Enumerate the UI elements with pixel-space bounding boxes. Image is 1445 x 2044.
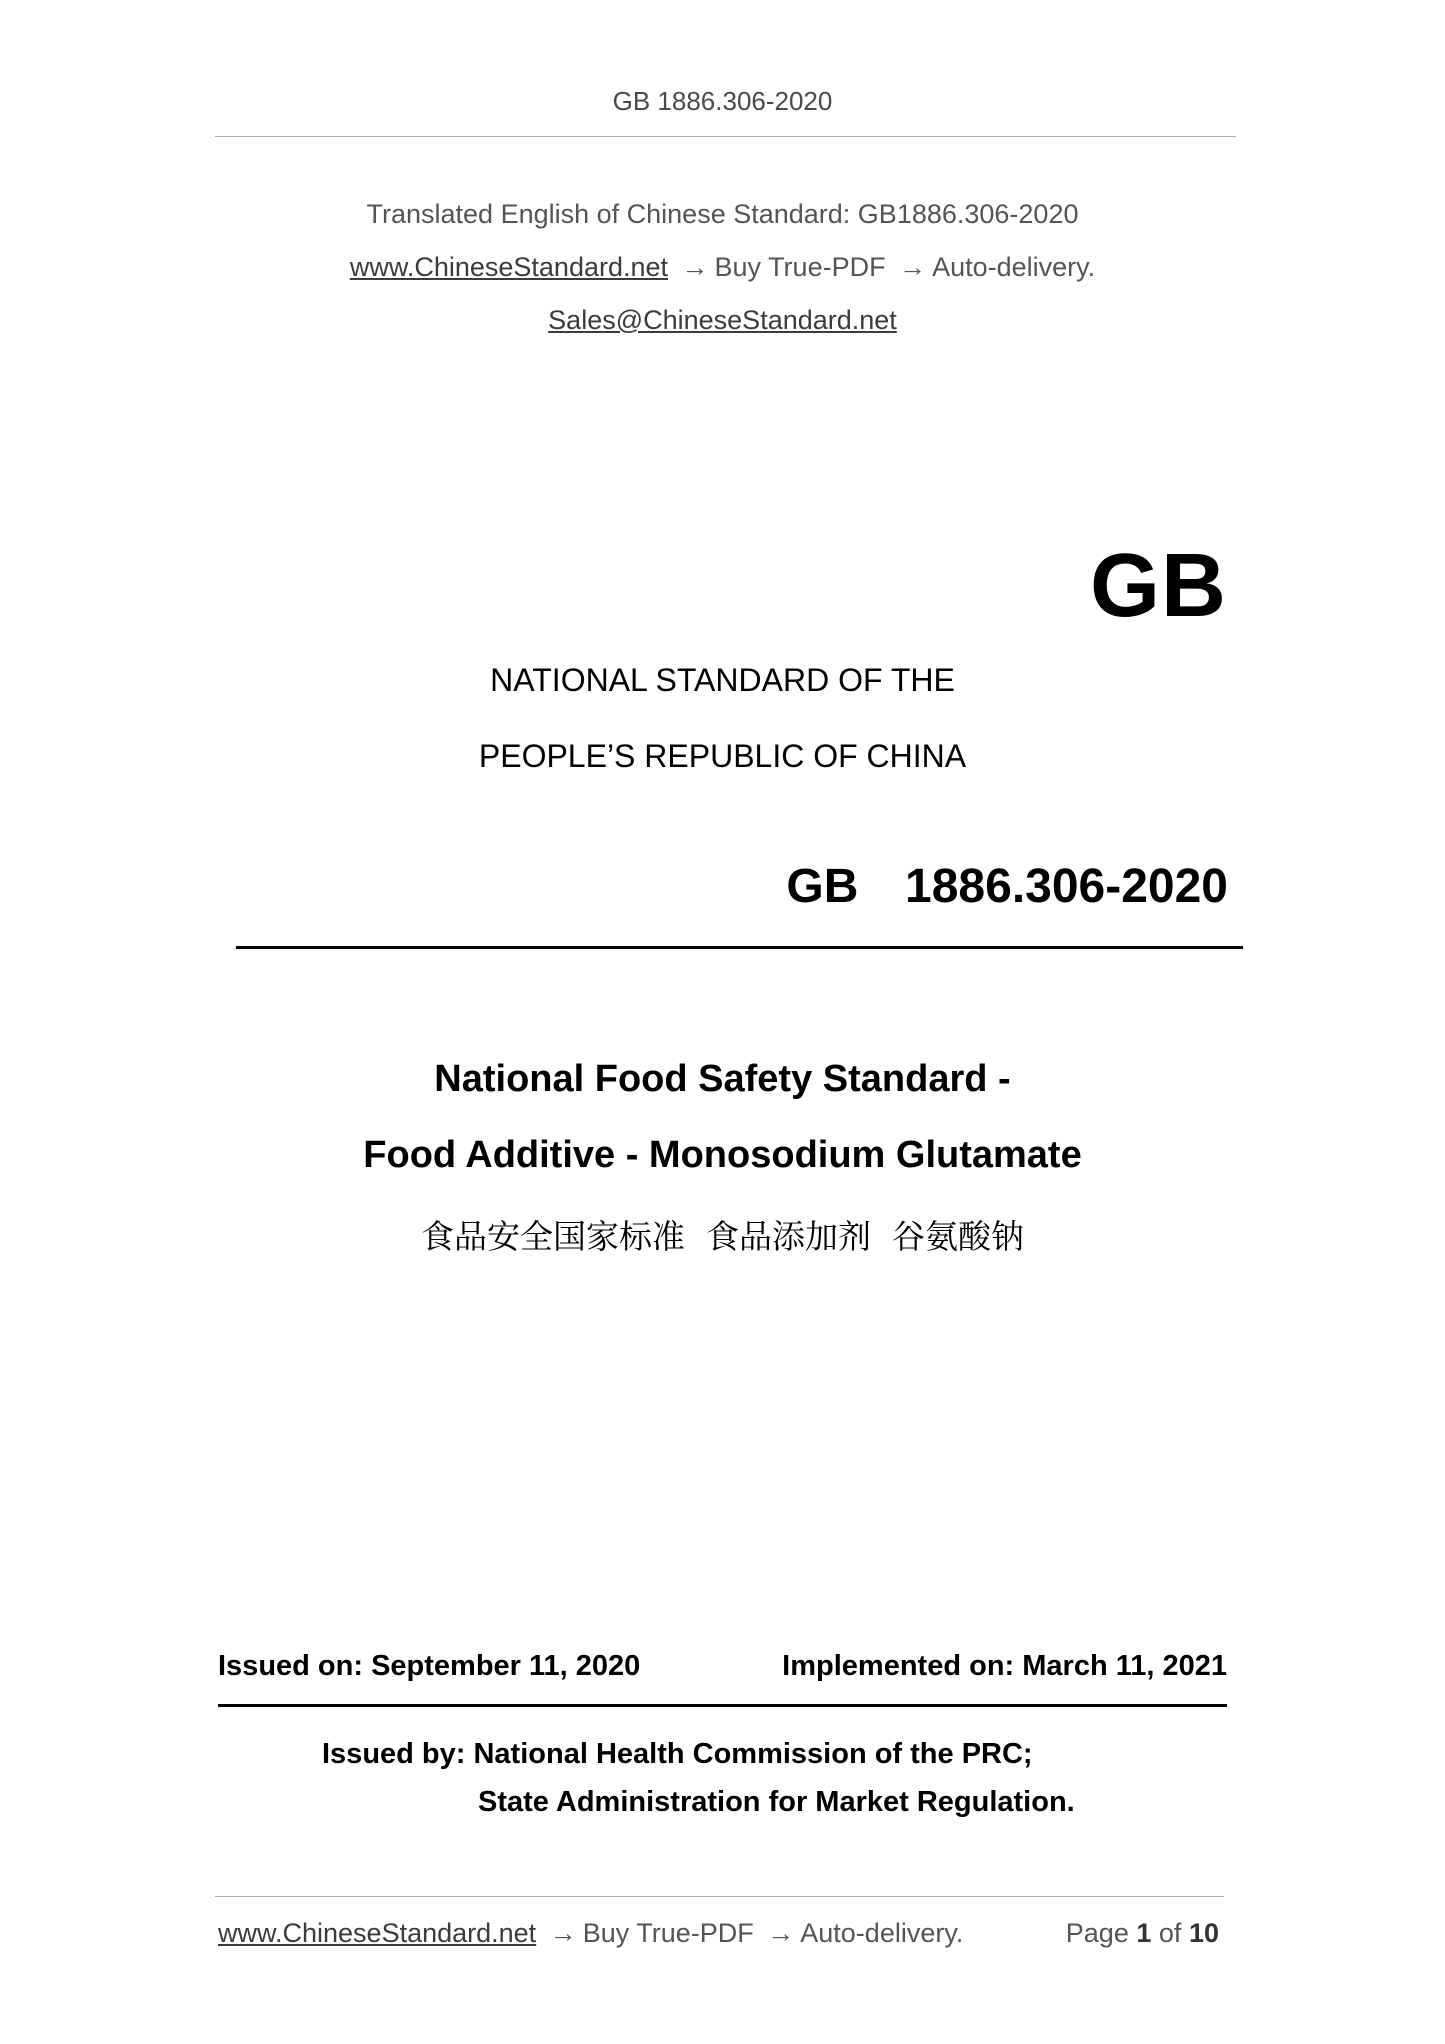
- arrow-right-icon: →: [681, 252, 709, 282]
- translated-notice: Translated English of Chinese Standard: GB1886.306-2020: [366, 199, 1079, 229]
- page-total: 10: [1188, 1918, 1219, 1948]
- email-line: [0, 305, 1445, 336]
- standard-number-divider: [236, 946, 1243, 949]
- footer-delivery-text: Auto-delivery.: [800, 1918, 964, 1948]
- delivery-text: Auto-delivery.: [932, 252, 1096, 282]
- issued-on-date: Issued on: September 11, 2020: [218, 1650, 641, 1682]
- footer-buy-text: Buy True-PDF: [582, 1918, 754, 1948]
- document-title-line-2: Food Additive - Monosodium Glutamate: [363, 1134, 1082, 1176]
- footer-purchase-line: [218, 1918, 963, 1949]
- footer-website-link[interactable]: www.ChineseStandard.net: [218, 1918, 537, 1948]
- buy-text: Buy True-PDF: [714, 252, 886, 282]
- arrow-right-icon: →: [549, 1918, 577, 1948]
- running-header: GB 1886.306-2020: [612, 86, 833, 116]
- page-indicator: [1066, 1918, 1219, 1949]
- standard-number: GB 1886.306-2020: [786, 860, 1228, 913]
- national-standard-line-1: NATIONAL STANDARD OF THE: [490, 662, 955, 698]
- footer-divider: [215, 1896, 1224, 1897]
- document-title-line-1: National Food Safety Standard -: [434, 1058, 1011, 1100]
- document-title-chinese: 食品安全国家标准 食品添加剂 谷氨酸钠: [421, 1217, 1024, 1256]
- page-of: of: [1158, 1918, 1182, 1948]
- issuer-line-1: Issued by: National Health Commission of the PRC;: [322, 1738, 1033, 1770]
- issuer-line-2: State Administration for Market Regulation.: [478, 1786, 1075, 1818]
- website-link[interactable]: www.ChineseStandard.net: [349, 252, 669, 282]
- implemented-on-date: Implemented on: March 11, 2021: [782, 1650, 1227, 1682]
- purchase-line: [0, 252, 1445, 283]
- page-label: Page: [1065, 1918, 1129, 1948]
- arrow-right-icon: →: [899, 252, 927, 282]
- email-link[interactable]: Sales@ChineseStandard.net: [548, 305, 897, 335]
- arrow-right-icon: →: [767, 1918, 795, 1948]
- national-standard-line-2: PEOPLE’S REPUBLIC OF CHINA: [478, 738, 967, 774]
- dates-divider: [218, 1704, 1227, 1707]
- gb-logo: GB: [1090, 536, 1227, 636]
- page-current: 1: [1136, 1918, 1152, 1948]
- header-divider: [215, 136, 1236, 137]
